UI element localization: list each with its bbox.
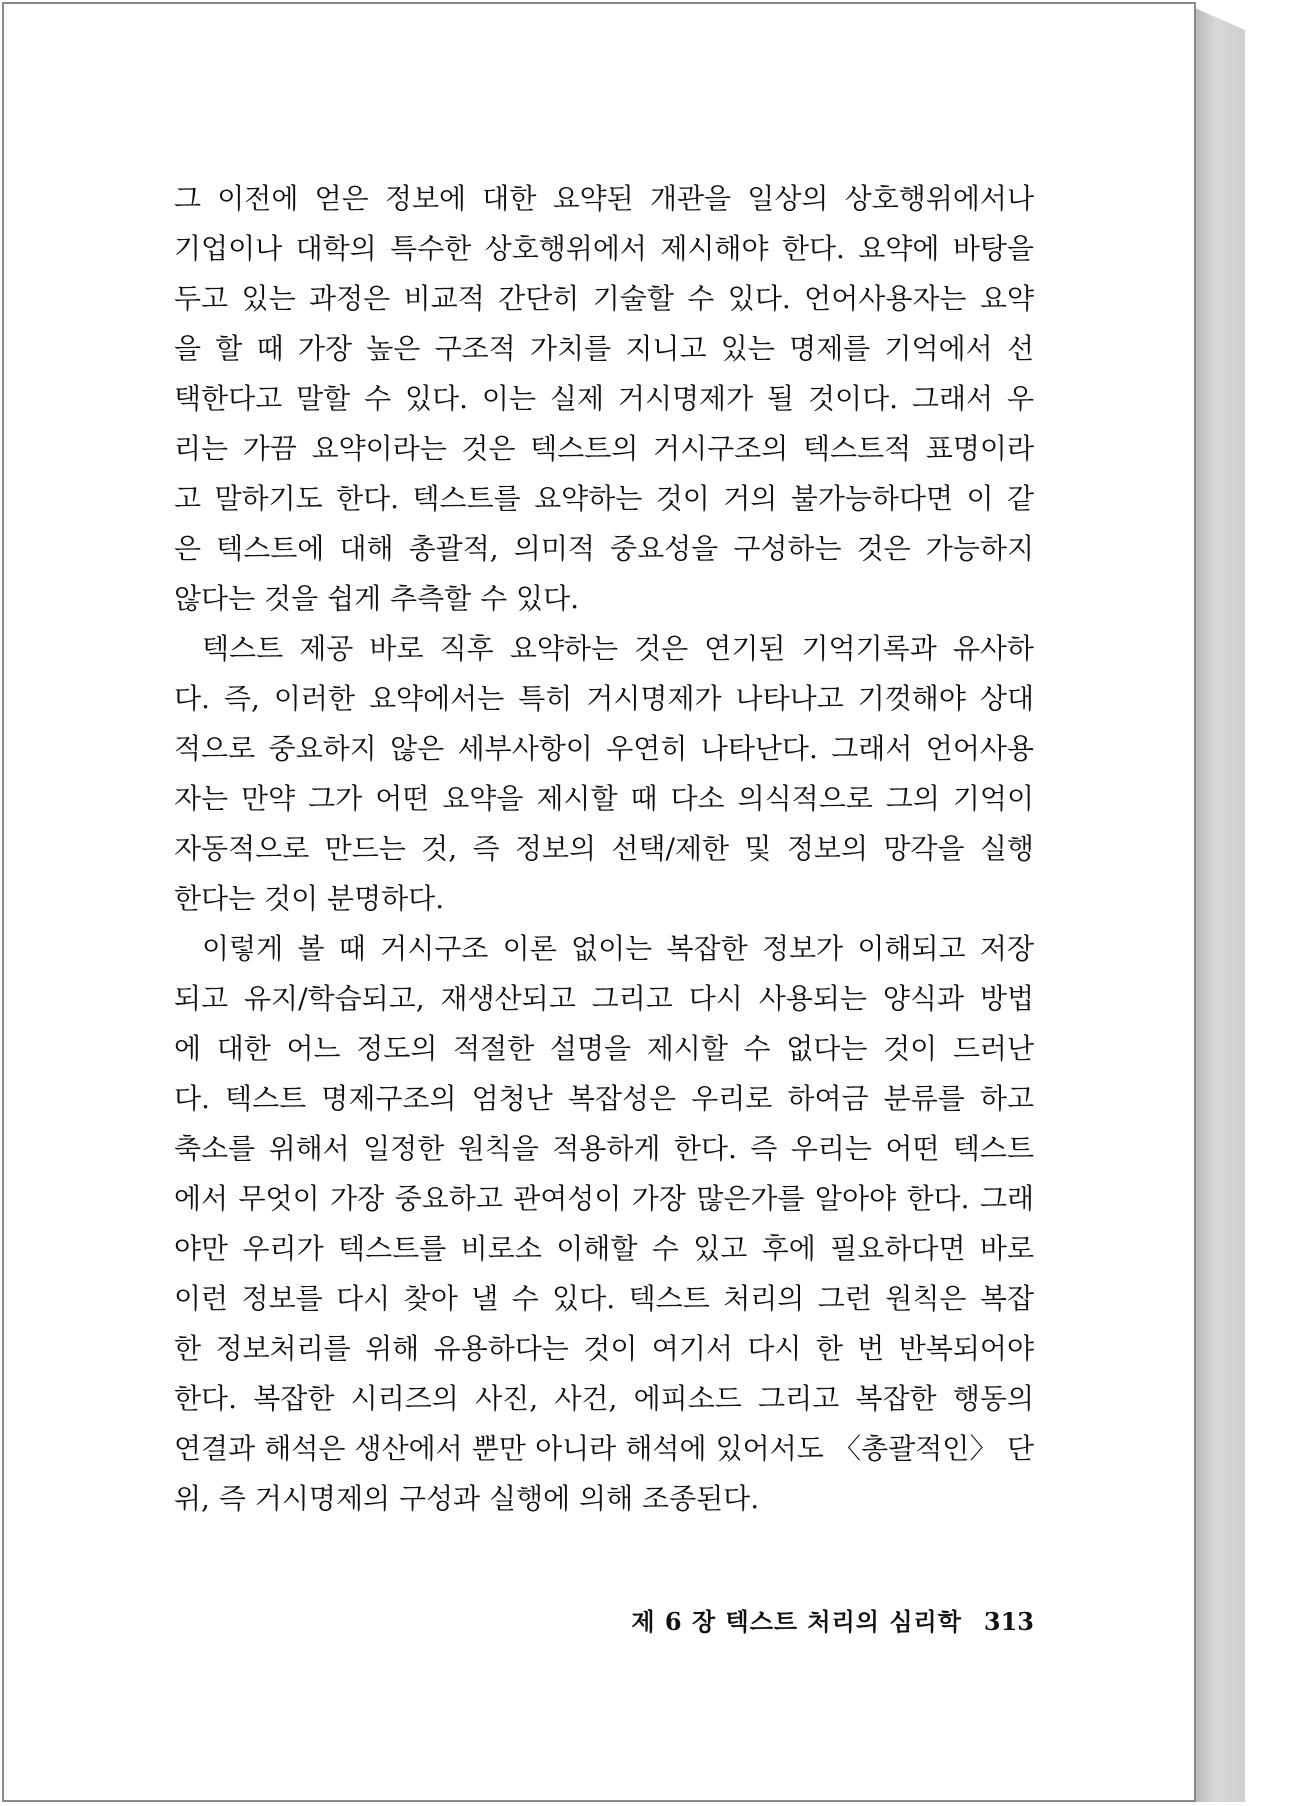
text-line: 고 말하기도 한다. 텍스트를 요약하는 것이 거의 불가능하다면 이 같 xyxy=(174,482,1034,515)
page-footer xyxy=(614,1602,1034,1637)
body-text xyxy=(174,174,1034,1524)
text-line: 축소를 위해서 일정한 원칙을 적용하게 한다. 즉 우리는 어떤 텍스트 xyxy=(174,1132,1034,1165)
text-line: 되고 유지/학습되고, 재생산되고 그리고 다시 사용되는 양식과 방법 xyxy=(174,982,1034,1015)
text-line: 그 이전에 얻은 정보에 대한 요약된 개관을 일상의 상호행위에서나 xyxy=(174,182,1034,215)
text-line: 을 할 때 가장 높은 구조적 가치를 지니고 있는 명제를 기억에서 선 xyxy=(174,332,1034,365)
text-line: 에서 무엇이 가장 중요하고 관여성이 가장 많은가를 알아야 한다. 그래 xyxy=(174,1182,1034,1215)
text-line: 이런 정보를 다시 찾아 낼 수 있다. 텍스트 처리의 그런 원칙은 복잡 xyxy=(174,1282,1034,1315)
text-line: 택한다고 말할 수 있다. 이는 실제 거시명제가 될 것이다. 그래서 우 xyxy=(174,382,1034,415)
text-line: 기업이나 대학의 특수한 상호행위에서 제시해야 한다. 요약에 바탕을 xyxy=(174,232,1034,265)
text-line: 한다. 복잡한 시리즈의 사진, 사건, 에피소드 그리고 복잡한 행동의 xyxy=(174,1382,1034,1415)
text-line: 한다는 것이 분명하다. xyxy=(174,882,445,915)
book-page xyxy=(2,2,1196,1802)
paragraph xyxy=(174,924,1034,1524)
text-line: 다. 즉, 이러한 요약에서는 특히 거시명제가 나타나고 기껏해야 상대 xyxy=(174,682,1034,715)
text-line: 적으로 중요하지 않은 세부사항이 우연히 나타난다. 그래서 언어사용 xyxy=(174,732,1034,765)
text-line: 않다는 것을 쉽게 추측할 수 있다. xyxy=(174,582,580,615)
text-line: 야만 우리가 텍스트를 비로소 이해할 수 있고 후에 필요하다면 바로 xyxy=(174,1232,1034,1265)
text-line: 다. 텍스트 명제구조의 엄청난 복잡성은 우리로 하여금 분류를 하고 xyxy=(174,1082,1034,1115)
text-line: 텍스트 제공 바로 직후 요약하는 것은 연기된 기억기록과 유사하 xyxy=(202,632,1034,665)
text-line: 자동적으로 만드는 것, 즉 정보의 선택/제한 및 정보의 망각을 실행 xyxy=(174,832,1034,865)
text-line: 위, 즉 거시명제의 구성과 실행에 의해 조종된다. xyxy=(174,1482,760,1515)
text-line: 두고 있는 과정은 비교적 간단히 기술할 수 있다. 언어사용자는 요약 xyxy=(174,282,1034,315)
text-line: 에 대한 어느 정도의 적절한 설명을 제시할 수 없다는 것이 드러난 xyxy=(174,1032,1034,1065)
text-line: 리는 가끔 요약이라는 것은 텍스트의 거시구조의 텍스트적 표명이라 xyxy=(174,432,1034,465)
text-line: 자는 만약 그가 어떤 요약을 제시할 때 다소 의식적으로 그의 기억이 xyxy=(174,782,1034,815)
text-line: 연결과 해석은 생산에서 뿐만 아니라 해석에 있어서도 〈총괄적인〉 단 xyxy=(174,1432,1034,1465)
page-number: 313 xyxy=(983,1607,1034,1636)
text-line: 은 텍스트에 대해 총괄적, 의미적 중요성을 구성하는 것은 가능하지 xyxy=(174,532,1034,565)
chapter-title: 제 6 장 텍스트 처리의 심리학 xyxy=(631,1607,962,1636)
text-line: 한 정보처리를 위해 유용하다는 것이 여기서 다시 한 번 반복되어야 xyxy=(174,1332,1034,1365)
page-edge-shadow xyxy=(1195,8,1245,1802)
paragraph xyxy=(174,174,1034,624)
text-line: 이렇게 볼 때 거시구조 이론 없이는 복잡한 정보가 이해되고 저장 xyxy=(202,932,1034,965)
paragraph xyxy=(174,624,1034,924)
